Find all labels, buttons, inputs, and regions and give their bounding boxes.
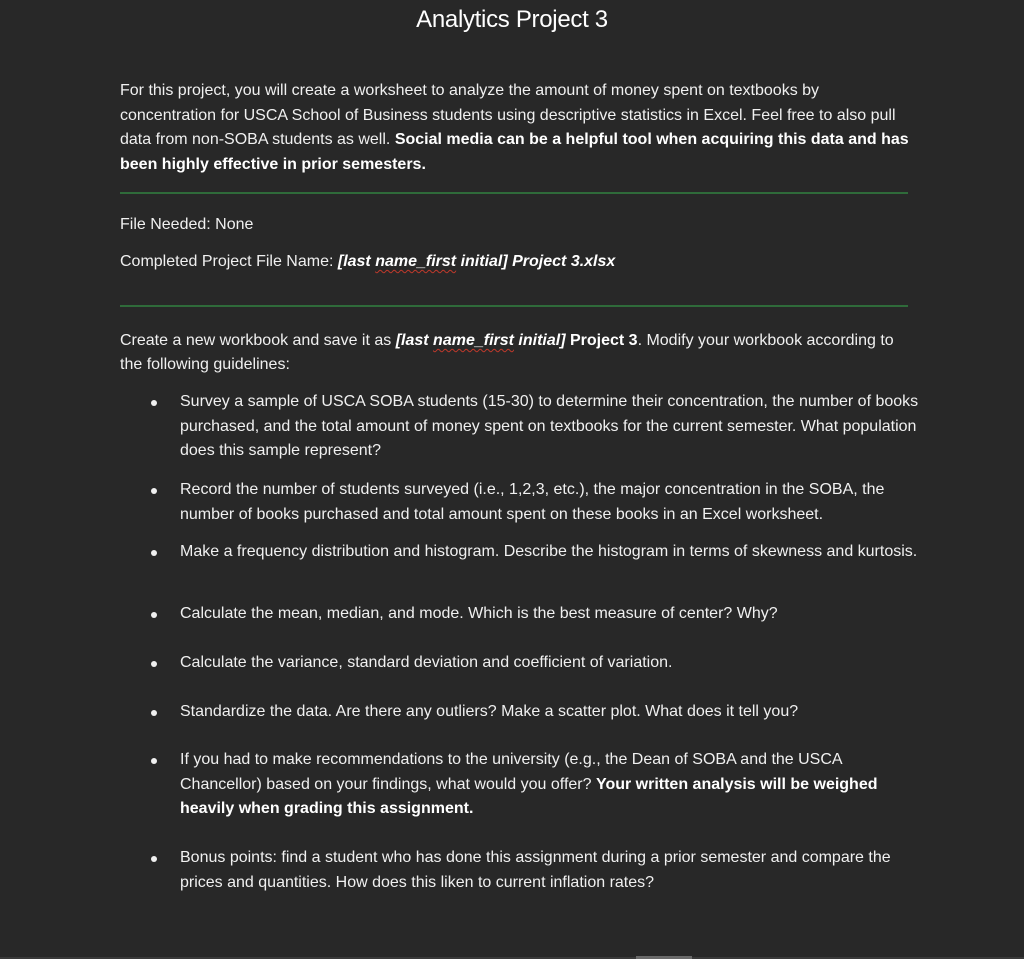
list-item-text: Bonus points: find a student who has done this assignment during a prior semester and compare the prices and quantities. How does this liken to current inflation rates? bbox=[180, 849, 891, 891]
intro-text: For this project, you will create a worksheet to analyze the amount of money spent on textbooks by concentration for USCA School of Business students using descriptive statistics in Excel. Feel free to also pull data from non-SOBA students as well. bbox=[120, 82, 896, 148]
list-item-text: Survey a sample of USCA SOBA students (15-30) to determine their concentration, the number of books purchased, and the total amount of money spent on textbooks for the current semester. What population does this sample represent? bbox=[180, 393, 919, 459]
file-needed-line: File Needed: None bbox=[120, 216, 254, 233]
list-item-text: Make a frequency distribution and histogram. Describe the histogram in terms of skewness and kurtosis. bbox=[180, 543, 918, 560]
workbook-name-part: initial] bbox=[513, 332, 566, 349]
create-text: . Modify your workbook according to the following guidelines: bbox=[120, 332, 894, 373]
workbook-name-part: [last bbox=[395, 332, 434, 349]
list-item bbox=[180, 602, 920, 627]
list-item-text: If you had to make recommendations to the university (e.g., the Dean of SOBA and the USCA Chancellor) based on your findings, what would you offer? bbox=[180, 751, 842, 793]
list-item-text: Standardize the data. Are there any outliers? Make a scatter plot. What does it tell you? bbox=[180, 703, 799, 720]
completed-label: Completed Project File Name: bbox=[120, 253, 338, 270]
list-item bbox=[180, 540, 920, 565]
list-item-text: Record the number of students surveyed (i.e., 1,2,3, etc.), the major concentration in the SOBA, the number of books purchased and total amount spent on these books in an Excel worksheet. bbox=[180, 481, 885, 523]
list-item-bold-text: Your written analysis will be weighed heavily when grading this assignment. bbox=[180, 775, 878, 817]
list-item bbox=[180, 390, 920, 464]
page-title: Analytics Project 3 bbox=[416, 6, 608, 33]
spellcheck-squiggle-text: name_first bbox=[433, 332, 514, 349]
list-item-text: Calculate the mean, median, and mode. Which is the best measure of center? Why? bbox=[180, 605, 778, 622]
list-item-text: Calculate the variance, standard deviation and coefficient of variation. bbox=[180, 654, 673, 671]
create-text: Create a new workbook and save it as bbox=[120, 332, 396, 349]
list-item bbox=[180, 700, 920, 725]
list-item bbox=[180, 651, 920, 676]
spellcheck-squiggle-text: name_first bbox=[375, 253, 457, 270]
completed-name-part: initial] Project 3.xlsx bbox=[456, 253, 616, 270]
workbook-name-tail: Project 3 bbox=[565, 332, 638, 349]
list-item bbox=[180, 748, 920, 822]
list-item bbox=[180, 478, 920, 527]
list-item bbox=[180, 846, 920, 895]
completed-name-part: [last bbox=[337, 253, 376, 270]
intro-bold-text: Social media can be a helpful tool when acquiring this data and has been highly effective in prior semesters. bbox=[120, 131, 909, 173]
